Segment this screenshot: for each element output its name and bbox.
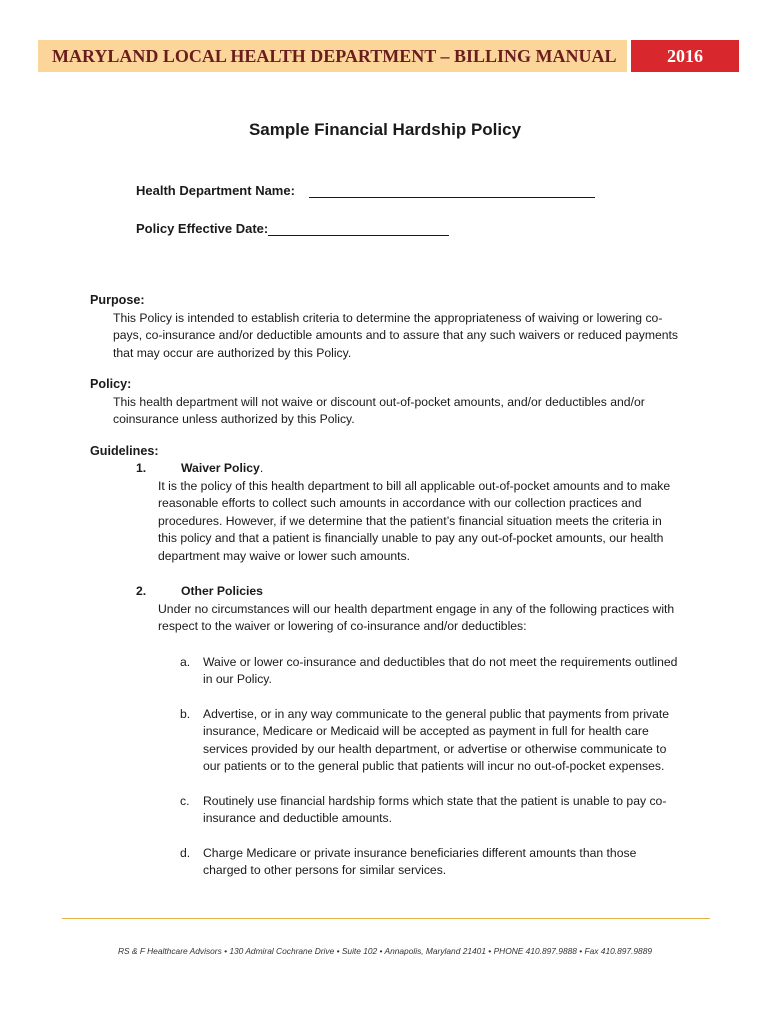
purpose-heading: Purpose: <box>90 293 145 307</box>
list-item-letter: a. <box>180 654 191 669</box>
guideline-item-waiver-policy <box>90 460 680 565</box>
list-item-text: Charge Medicare or private insurance beneficiaries different amounts than those charged to other persons for similar services. <box>203 845 637 877</box>
guideline-text: Under no circumstances will our health department engage in any of the following practices with respect to the waiver or lowering of co-insurance and/or deductibles: <box>158 601 675 633</box>
guideline-number: 1. <box>136 461 147 475</box>
purpose-text: This Policy is intended to establish criteria to determine the appropriateness of waiving or lowering co-pays, co-insurance and/or deductible amounts and to assure that any such waivers or reduced payments that may occur are authorized by this Policy. <box>113 310 679 360</box>
health-department-name-blank <box>309 183 595 198</box>
policy-effective-date-label: Policy Effective Date: <box>136 221 269 236</box>
guidelines-section <box>90 443 680 880</box>
header-title: MARYLAND LOCAL HEALTH DEPARTMENT – BILLING MANUAL <box>38 40 627 72</box>
purpose-section <box>90 292 680 362</box>
policy-effective-date-field <box>136 221 449 236</box>
page-footer: RS & F Healthcare Advisors • 130 Admiral Cochrane Drive • Suite 102 • Annapolis, Maryland 21401 • PHONE 410.897.9888 • Fax 410.897.9889 <box>117 946 653 956</box>
list-item-text: Waive or lower co-insurance and deductibles that do not meet the requirements outlined in our Policy. <box>203 654 678 686</box>
policy-section <box>90 376 680 429</box>
document-body <box>90 292 680 898</box>
list-item-text: Advertise, or in any way communicate to the general public that payments from private insurance, Medicare or Medicaid will be accepted as payment in full for health care services provided by our health department, or advertise or otherwise communicate to our patients or to the general public that patients will incur no out-of-pocket expenses. <box>203 706 670 773</box>
policy-heading: Policy: <box>90 377 132 391</box>
policy-text: This health department will not waive or discount out-of-pocket amounts, and/or deductibles and/or coinsurance unless authorized by this Policy. <box>113 394 645 426</box>
prohibited-practices-list <box>180 654 680 880</box>
policy-effective-date-blank <box>268 221 449 236</box>
health-department-name-label: Health Department Name: <box>136 183 295 198</box>
guideline-title: Waiver Policy <box>181 461 260 475</box>
header-year: 2016 <box>631 40 739 72</box>
list-item <box>180 654 680 689</box>
list-item <box>180 793 680 828</box>
list-item-text: Routinely use financial hardship forms which state that the patient is unable to pay co-insurance and deductible amounts. <box>203 793 667 825</box>
list-item-letter: c. <box>180 793 190 808</box>
guidelines-heading: Guidelines: <box>90 443 159 458</box>
list-item-letter: d. <box>180 845 191 860</box>
footer-divider <box>62 918 710 919</box>
guideline-number: 2. <box>136 584 147 598</box>
document-title: Sample Financial Hardship Policy <box>248 120 522 139</box>
guideline-title: Other Policies <box>181 584 263 598</box>
list-item <box>180 845 680 880</box>
list-item <box>180 706 680 776</box>
health-department-name-field <box>136 183 595 198</box>
guideline-item-other-policies <box>90 583 680 880</box>
guideline-text: It is the policy of this health department to bill all applicable out-of-pocket amounts and to make reasonable efforts to collect such amounts in accordance with our collection practices and procedures. However, if we determine that the patient’s financial situation meets the criteria in this policy and that a patient is financially unable to pay any out-of-pocket amounts, our health department may waive or lower such amounts. <box>158 478 671 563</box>
list-item-letter: b. <box>180 706 191 721</box>
guideline-title-suffix: . <box>259 461 264 475</box>
page-header <box>38 40 739 72</box>
